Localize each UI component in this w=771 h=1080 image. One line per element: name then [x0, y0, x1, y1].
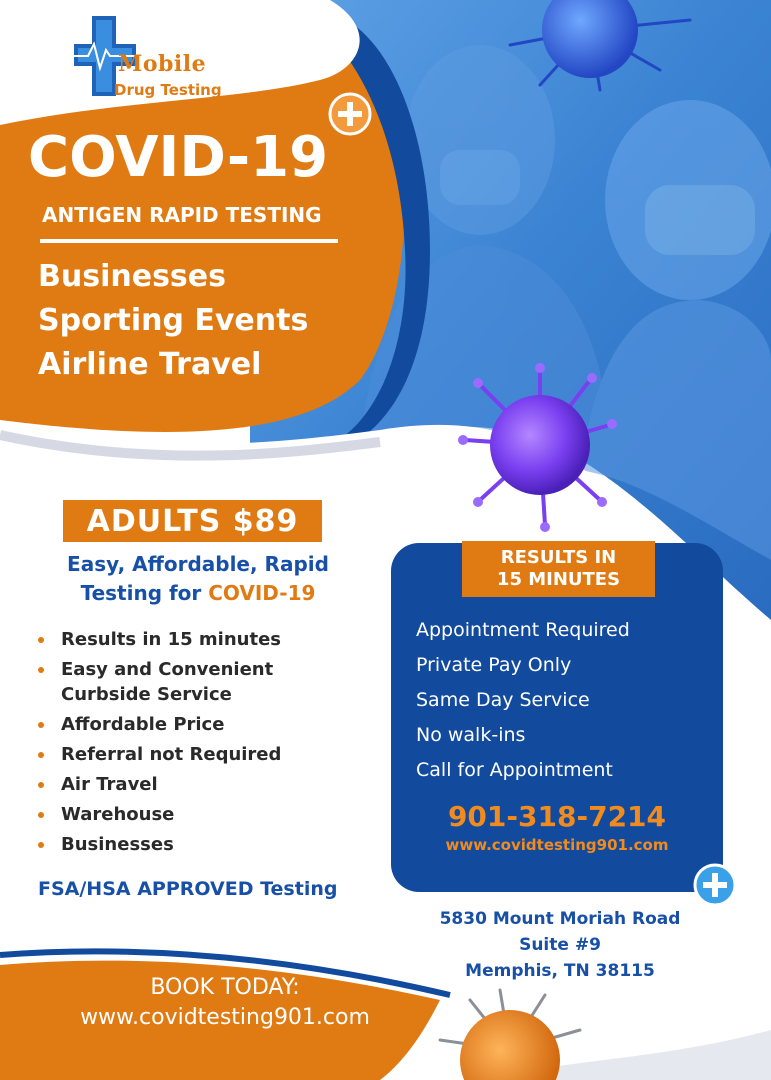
policy-item: Same Day Service — [416, 689, 590, 711]
fsa-hsa-note: FSA/HSA APPROVED Testing — [38, 878, 338, 900]
list-item: Warehouse — [36, 802, 281, 827]
results-badge-line1: RESULTS IN — [500, 547, 617, 568]
bullet-icon — [38, 782, 44, 788]
policy-item: Appointment Required — [416, 619, 630, 641]
bullet-icon — [38, 667, 44, 673]
page-title: COVID-19 — [28, 125, 329, 190]
audience-item: Sporting Events — [38, 303, 309, 338]
feature-list — [36, 627, 281, 862]
policy-list — [416, 613, 630, 788]
price-label: ADULTS $89 — [86, 503, 299, 539]
address-line1: 5830 Mount Moriah Road — [439, 909, 681, 929]
policy-item: No walk-ins — [416, 724, 526, 746]
policy-item: Private Pay Only — [416, 654, 572, 676]
title-divider — [40, 239, 338, 243]
tagline-prefix: Testing for — [80, 581, 209, 605]
booking-website-link[interactable]: www.covidtesting901.com — [80, 1005, 370, 1030]
price-badge — [63, 500, 322, 542]
results-badge — [462, 541, 655, 597]
page-subtitle: ANTIGEN RAPID TESTING — [42, 203, 322, 227]
results-badge-line2: 15 MINUTES — [496, 569, 621, 590]
list-item: Referral not Required — [36, 742, 281, 767]
logo-wordmark: Mobile — [118, 51, 207, 77]
bullet-icon — [38, 752, 44, 758]
bullet-icon — [38, 722, 44, 728]
list-item: Results in 15 minutes — [36, 627, 281, 652]
audience-item: Businesses — [38, 259, 226, 294]
address-line3: Memphis, TN 38115 — [465, 961, 655, 981]
address-line2: Suite #9 — [519, 935, 601, 955]
bullet-icon — [38, 637, 44, 643]
bullet-icon — [38, 842, 44, 848]
card-website-link[interactable]: www.covidtesting901.com — [445, 836, 669, 854]
book-today-label: BOOK TODAY: — [150, 975, 300, 1000]
audience-list — [38, 255, 308, 387]
list-item: Curbside Service — [61, 684, 232, 705]
list-item: Businesses — [36, 832, 281, 857]
tagline-accent: COVID-19 — [208, 581, 316, 605]
bullet-icon — [38, 812, 44, 818]
logo-tagline: Drug Testing — [114, 81, 222, 99]
tagline-line2 — [30, 579, 366, 608]
phone-number[interactable]: 901-318-7214 — [447, 800, 667, 833]
address-block — [410, 906, 710, 984]
audience-item: Airline Travel — [38, 347, 262, 382]
tagline-line1: Easy, Affordable, Rapid — [67, 552, 329, 576]
plus-icon — [692, 862, 738, 908]
list-item: Affordable Price — [36, 712, 281, 737]
plus-icon — [328, 92, 372, 136]
list-item: Air Travel — [36, 772, 281, 797]
tagline — [30, 550, 366, 608]
policy-item: Call for Appointment — [416, 759, 613, 781]
list-item: Easy and Convenient — [36, 657, 281, 682]
